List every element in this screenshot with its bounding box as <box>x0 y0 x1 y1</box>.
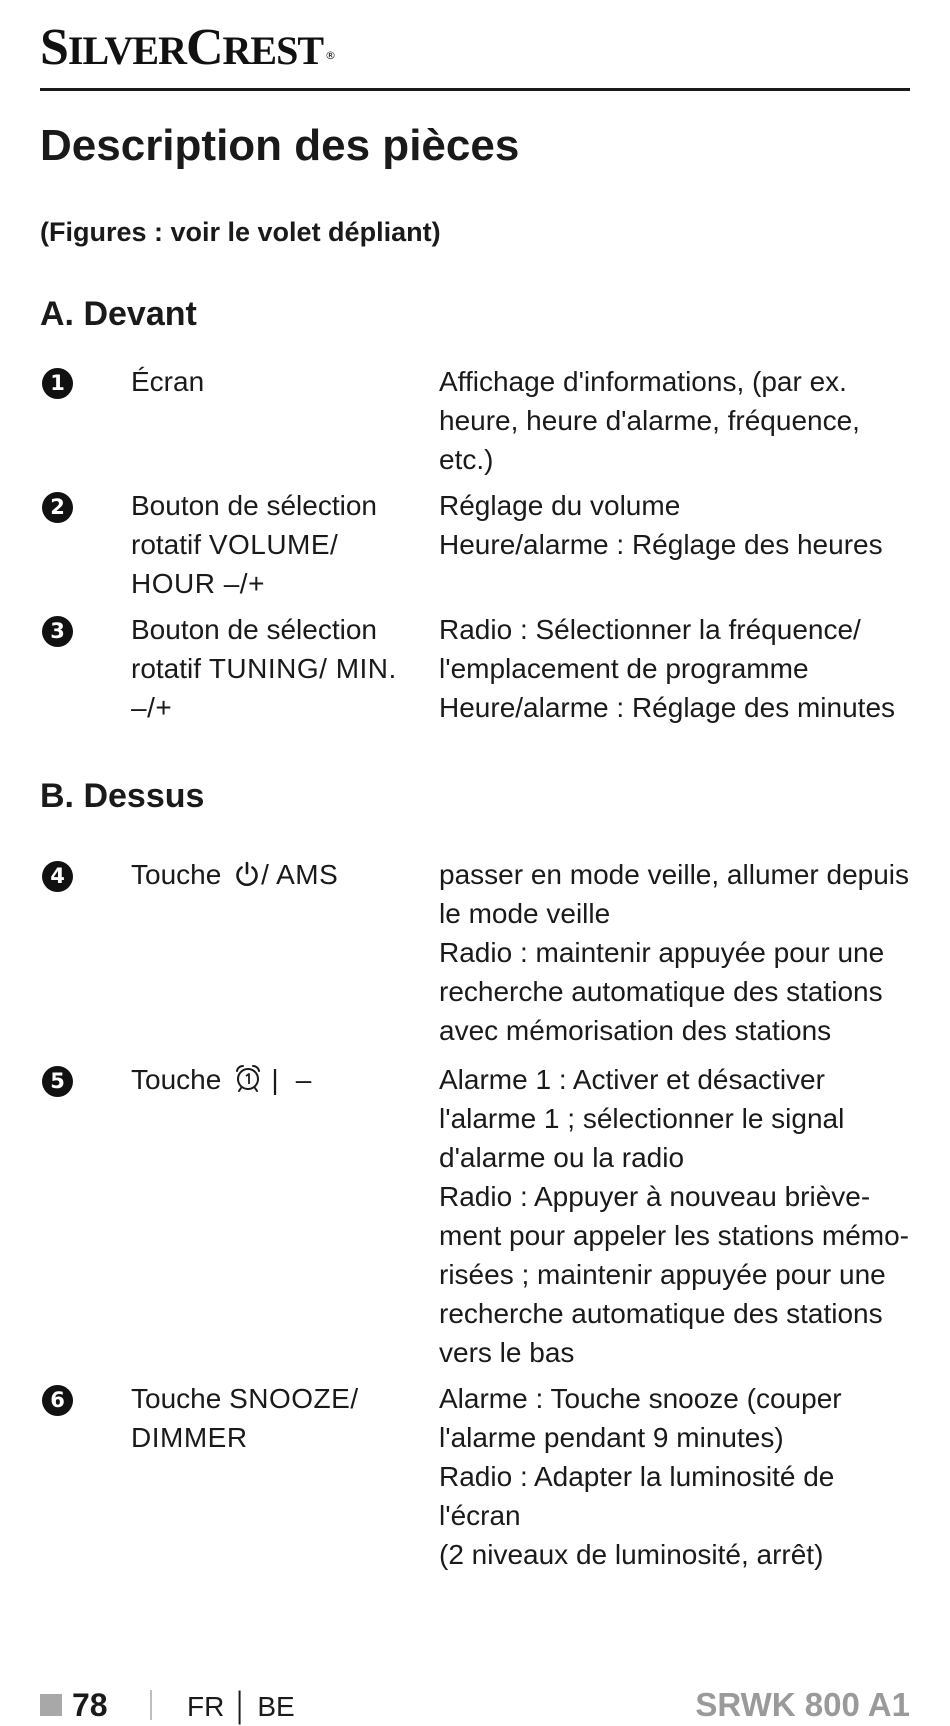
part-name: Touche SNOOZE/ DIMMER <box>131 1383 359 1453</box>
page-title: Description des pièces <box>40 121 520 170</box>
part-description: Alarme 1 : Activer et désactiver l'alarme 1 ; sélectionner le signal d'alarme ou la radio Radio : Appuyer à nouveau briève- ment pour appeler les stations mémo- risées ; maintenir appuyée pour une recherche automatique des stations vers le bas <box>439 1064 909 1368</box>
section-title-front: A. Devant <box>40 295 197 333</box>
page-number: 78 <box>72 1687 108 1723</box>
part-number-badge: 4 <box>42 861 73 892</box>
power-icon <box>233 859 261 898</box>
part-number-badge: 3 <box>42 616 73 647</box>
part-description: Radio : Sélectionner la fréquence/ l'emplacement de programme Heure/alarme : Réglage des minutes <box>439 614 896 723</box>
section-title-top: B. Dessus <box>40 777 205 815</box>
part-description: Affichage d'informations, (par ex. heure, heure d'alarme, fréquence, etc.) <box>439 366 860 475</box>
header-divider <box>40 88 910 91</box>
alarm-1-icon <box>233 1063 263 1103</box>
part-description: Réglage du volume Heure/alarme : Réglage des heures <box>439 490 883 560</box>
brand-logo: SILVERCREST ® <box>40 19 336 76</box>
model-number: SRWK 800 A1 <box>695 1686 910 1723</box>
part-name: Touche | – <box>131 1060 421 1103</box>
language-codes: FR │ BE <box>187 1691 295 1722</box>
part-name: Écran <box>131 366 205 397</box>
part-number-badge: 2 <box>42 492 73 523</box>
part-number-badge: 5 <box>42 1066 73 1097</box>
part-number-badge: 6 <box>42 1385 73 1416</box>
part-number-badge: 1 <box>42 368 73 399</box>
part-description: Alarme : Touche snooze (couper l'alarme pendant 9 minutes) Radio : Adapter la luminosité de l'écran (2 niveaux de luminosité, arrêt) <box>439 1383 842 1570</box>
page-footer <box>40 1686 910 1726</box>
footer-marker <box>40 1694 62 1716</box>
part-name: Touche / AMS <box>131 855 421 898</box>
part-name: Bouton de sélection rotatif TUNING/ MIN. –/+ <box>131 614 397 723</box>
part-description: passer en mode veille, allumer depuis le mode veille Radio : maintenir appuyée pour une recherche automatique des stations avec mémorisation des stations <box>439 859 910 1046</box>
page-subtitle: (Figures : voir le volet dépliant) <box>40 217 441 247</box>
footer-divider <box>150 1690 152 1720</box>
part-name: Bouton de sélection rotatif VOLUME/ HOUR –/+ <box>131 490 377 599</box>
